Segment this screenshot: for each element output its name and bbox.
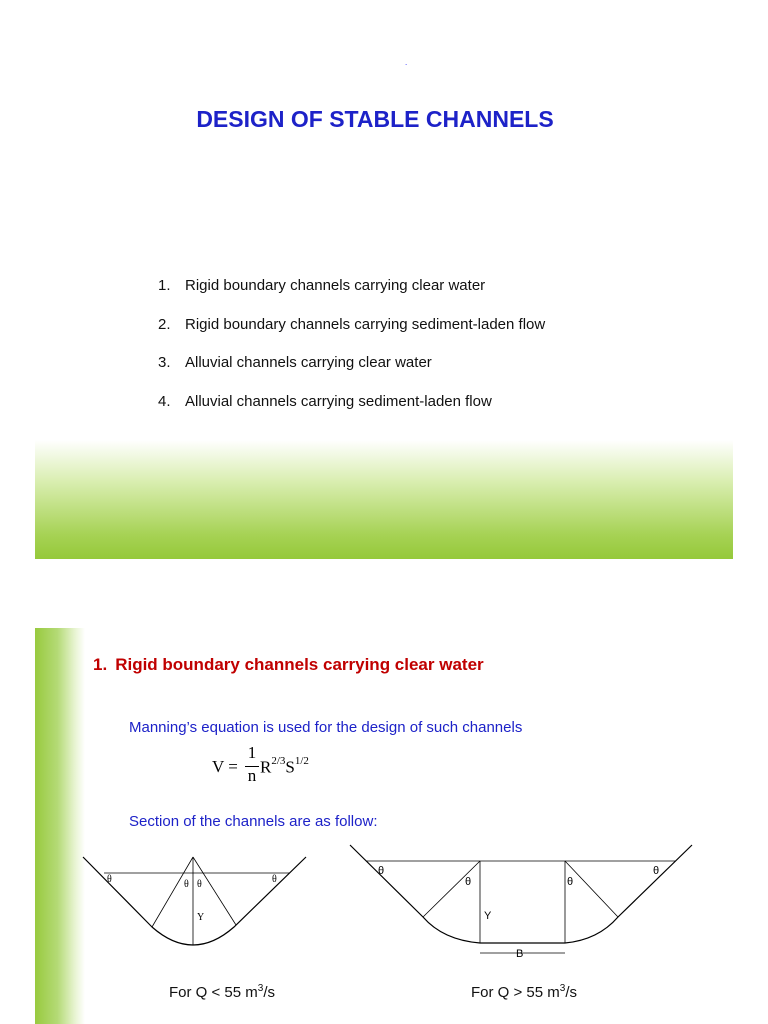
theta-label: θ [197,879,202,890]
section-intro-text: Section of the channels are as follow: [129,813,378,830]
theta-label: θ [272,874,277,885]
channel-type-list [158,277,545,431]
theta-label: θ [107,874,112,885]
green-gradient-band [35,440,733,559]
theta-label: θ [653,865,660,877]
section-heading: 1. Rigid boundary channels carrying clear water [93,655,484,674]
title-slide [35,40,733,559]
depth-label: Y [197,912,205,923]
trapezoidal-section-diagram [348,843,696,958]
theta-label: θ [465,876,472,888]
caption-small-discharge: For Q < 55 $m^3/s$ [169,983,276,1001]
theta-label: θ [567,876,574,888]
manning-intro-text: Manning’s equation is used for the design of such channels [129,719,523,736]
triangular-section-diagram [80,853,310,953]
theta-label: θ [378,865,385,877]
stray-dot: . [405,58,408,67]
green-side-bar [35,628,85,1024]
bottom-width-label: B [516,948,524,958]
list-item: 2. Rigid boundary channels carrying sediment-laden flow [158,315,546,333]
caption-large-discharge: For Q > 55 $m^3/s$ [471,983,578,1001]
list-item: 3. Alluvial channels carrying clear water [158,354,432,371]
list-item: 4. Alluvial channels carrying sediment-laden flow [158,392,492,410]
depth-label: Y [484,910,492,922]
slide-title: DESIGN OF STABLE CHANNELS [196,106,554,132]
theta-label: θ [184,879,189,890]
list-item: 1. Rigid boundary channels carrying clear water [158,277,486,294]
content-slide: 1. Rigid boundary channels carrying clear water Manning’s equation is used for the design of such channels V = 1 n $R^{2/3}S^{1/2}$ Section of the channels are as follow: θ θ θ θ Y θ θ θ θ Y B For Q < 55 $m^3/s$ For Q > 55 $m^3/s$ [35,628,733,1024]
